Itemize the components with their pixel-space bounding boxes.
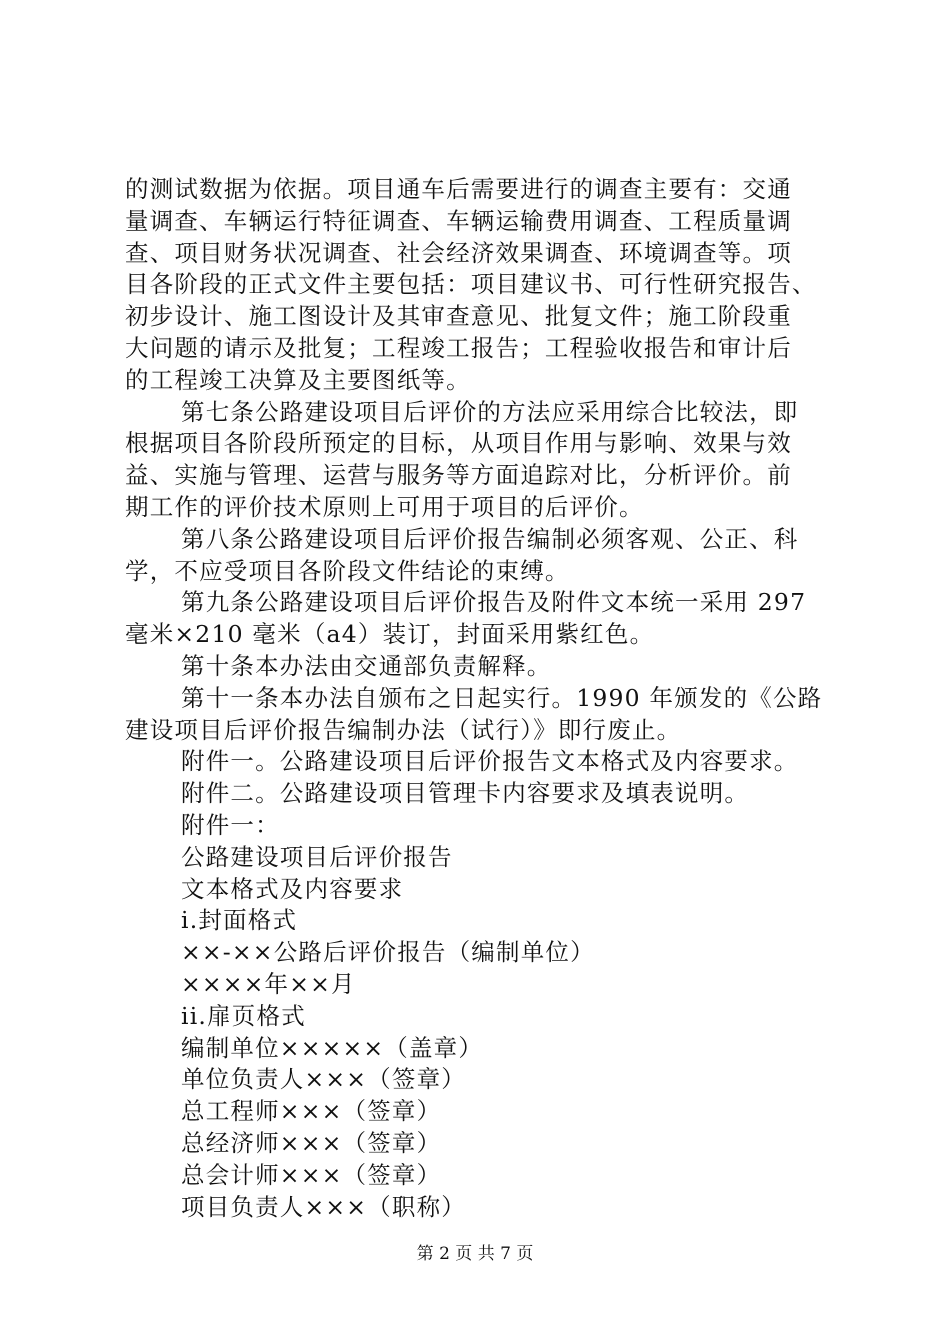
text-line: 第八条公路建设项目后评价报告编制必须客观、公正、科 [181, 524, 799, 553]
text-line: i.封面格式 [181, 906, 298, 935]
text-line: ii.扉页格式 [181, 1001, 306, 1030]
text-line: 公路建设项目后评价报告 [181, 842, 453, 871]
text-line: 第十条本办法由交通部负责解释。 [181, 651, 552, 680]
text-line: 根据项目各阶段所预定的目标，从项目作用与影响、效果与效 [125, 429, 792, 458]
text-line: 总工程师×××（签章） [181, 1097, 442, 1126]
text-line: 查、项目财务状况调查、社会经济效果调查、环境调查等。项 [125, 238, 792, 267]
text-line: 单位负责人×××（签章） [181, 1065, 466, 1094]
text-line: 毫米×210 毫米（a4）装订，封面采用紫红色。 [125, 620, 655, 649]
text-line: 大问题的请示及批复；工程竣工报告；工程验收报告和审计后 [125, 333, 792, 362]
text-line: 目各阶段的正式文件主要包括：项目建议书、可行性研究报告、 [125, 270, 817, 299]
text-line: 总经济师×××（签章） [181, 1128, 442, 1157]
text-line: 文本格式及内容要求 [181, 874, 404, 903]
text-line: 期工作的评价技术原则上可用于项目的后评价。 [125, 492, 644, 521]
text-line: 第七条公路建设项目后评价的方法应采用综合比较法，即 [181, 397, 799, 426]
text-line: 项目负责人×××（职称） [181, 1192, 466, 1221]
text-line: 的工程竣工决算及主要图纸等。 [125, 365, 471, 394]
text-line: 建设项目后评价报告编制办法（试行）》即行废止。 [125, 715, 682, 744]
text-line: ××-××公路后评价报告（编制单位） [181, 938, 595, 967]
text-line: 编制单位×××××（盖章） [181, 1033, 484, 1062]
text-line: 附件一。公路建设项目后评价报告文本格式及内容要求。 [181, 747, 799, 776]
text-line: 附件二。公路建设项目管理卡内容要求及填表说明。 [181, 779, 750, 808]
text-line: ××××年××月 [181, 969, 356, 998]
text-line: 学，不应受项目各阶段文件结论的束缚。 [125, 556, 570, 585]
text-line: 的测试数据为依据。项目通车后需要进行的调查主要有：交通 [125, 175, 792, 203]
text-line: 量调查、车辆运行特征调查、车辆运输费用调查、工程质量调 [125, 206, 792, 235]
document-body [125, 174, 845, 1223]
text-line: 总会计师×××（签章） [181, 1160, 442, 1189]
text-line: 益、实施与管理、运营与服务等方面追踪对比，分析评价。前 [125, 461, 792, 490]
text-line: 初步设计、施工图设计及其审查意见、批复文件；施工阶段重 [125, 302, 792, 331]
text-line: 附件一： [181, 810, 280, 839]
text-line: 第九条公路建设项目后评价报告及附件文本统一采用 297 [181, 588, 807, 617]
text-line: 第十一条本办法自颁布之日起实行。1990 年颁发的《公路 [181, 683, 823, 712]
page-footer: 第 2 页 共 7 页 [416, 1244, 534, 1264]
